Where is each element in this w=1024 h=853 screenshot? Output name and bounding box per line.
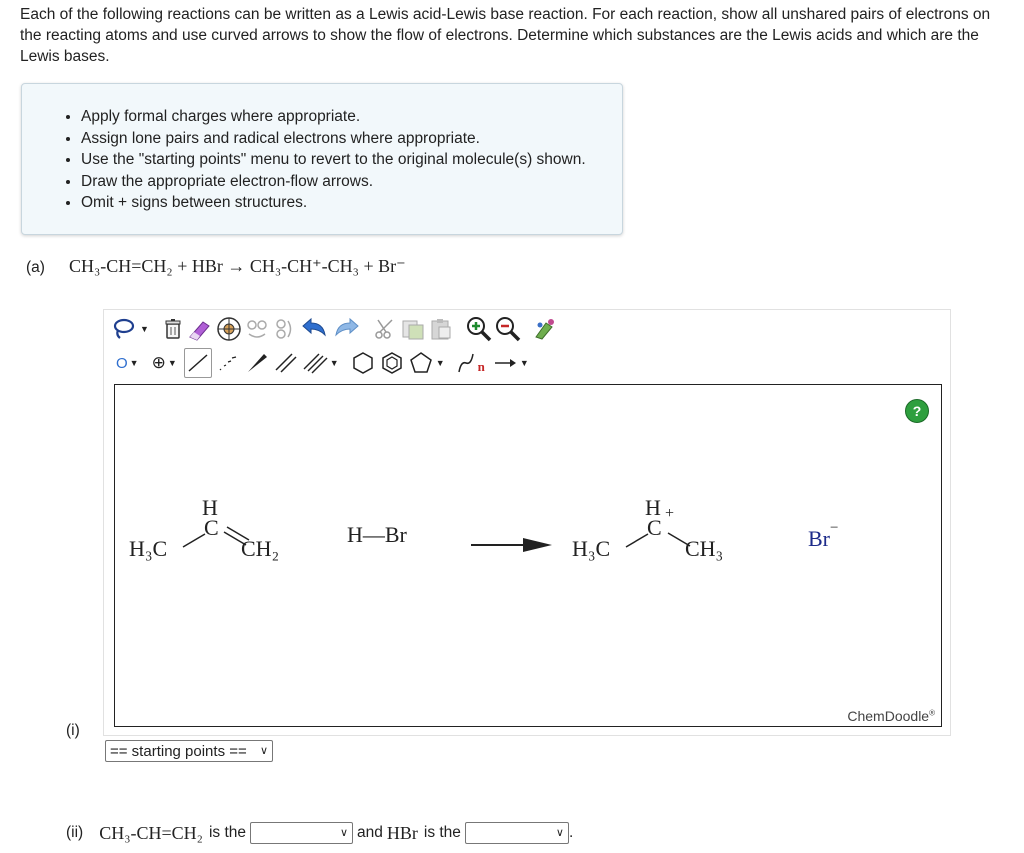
help-button[interactable]: ?	[905, 399, 929, 423]
instruction-item: • Omit + signs between structures.	[81, 192, 622, 214]
chevron-down-icon: ▼	[167, 358, 177, 368]
chevron-down-icon: ▼	[435, 358, 445, 368]
wedge-bond-icon	[244, 351, 270, 375]
toolbar-row-2	[112, 348, 532, 378]
lasso-icon	[112, 317, 138, 341]
eq-arrow: →	[227, 256, 246, 276]
registered-mark: ®	[929, 708, 935, 718]
redo-button[interactable]	[332, 315, 360, 343]
zoom-out-icon	[495, 316, 521, 342]
compound1-role-select[interactable]	[250, 822, 353, 844]
chevron-down-icon: ▼	[329, 358, 339, 368]
double-bond-tool[interactable]	[273, 349, 299, 377]
paste-button[interactable]	[429, 315, 453, 343]
hashed-bond-tool[interactable]	[215, 349, 241, 377]
part-a-label: (a)	[26, 259, 45, 276]
instruction-item: • Draw the appropriate electron-flow arrows.	[81, 171, 622, 193]
eq-product1: CH₃-CH⁺-CH₃	[249, 256, 359, 276]
arrow-tool[interactable]	[492, 349, 529, 377]
cyclohexane-icon	[350, 350, 376, 376]
paste-icon	[429, 317, 453, 341]
propene-ch2: CH₂	[241, 536, 280, 561]
chemdoodle-editor	[103, 309, 951, 736]
reaction-equation	[69, 256, 406, 277]
chain-tool[interactable]	[456, 349, 485, 377]
zoom-in-icon	[466, 316, 492, 342]
bond-cation-left	[626, 534, 648, 547]
part-ii-and: and	[357, 824, 383, 841]
eq-plus: +	[177, 256, 188, 276]
scissors-icon	[373, 317, 397, 341]
redo-icon	[332, 317, 360, 341]
clean-button[interactable]	[532, 315, 558, 343]
clean-icon	[532, 317, 558, 341]
flip-vertical-button[interactable]	[272, 315, 294, 343]
undo-icon	[301, 317, 329, 341]
flip-vertical-icon	[272, 317, 294, 341]
single-bond-tool[interactable]	[184, 348, 212, 378]
instructions-list	[22, 84, 622, 214]
eq-reactant2: HBr	[191, 256, 223, 276]
part-ii-compound1: CH₃-CH=CH₂	[99, 822, 203, 843]
benzene-tool[interactable]	[379, 349, 405, 377]
eq-plus: +	[363, 256, 374, 276]
bromide-ion	[808, 520, 839, 552]
wedge-bond-tool[interactable]	[244, 349, 270, 377]
chevron-down-icon: ∨	[259, 745, 268, 757]
instruction-item: • Assign lone pairs and radical electrons where appropriate.	[81, 128, 622, 150]
zoom-out-button[interactable]	[495, 315, 521, 343]
eq-reactant1: CH₃-CH=CH₂	[69, 256, 173, 276]
chevron-down-icon: ∨	[339, 827, 348, 839]
chevron-down-icon: ∨	[555, 827, 564, 839]
atom-label: O	[116, 354, 128, 372]
center-button[interactable]	[216, 315, 242, 343]
cation-h-top: H	[645, 495, 661, 520]
eraser-icon	[187, 317, 213, 341]
instruction-item: • Apply formal charges where appropriate.	[81, 106, 622, 128]
reaction-arrow-head	[523, 538, 552, 552]
chemdoodle-brand	[847, 708, 935, 724]
part-ii-is-the-1: is the	[208, 824, 246, 841]
cyclopentane-icon	[408, 350, 434, 376]
cation-h3c: H₃C	[572, 536, 611, 561]
double-bond-icon	[273, 351, 299, 375]
drawing-canvas[interactable]	[114, 384, 942, 727]
triple-bond-icon	[302, 351, 328, 375]
compound2-role-select[interactable]	[465, 822, 569, 844]
bromide-symbol: Br	[808, 526, 830, 551]
eraser-button[interactable]	[187, 315, 213, 343]
hashed-bond-icon	[215, 351, 241, 375]
instruction-item: • Use the "starting points" menu to revert to the original molecule(s) shown.	[81, 149, 622, 171]
starting-points-value: == starting points ==	[110, 742, 247, 760]
copy-button[interactable]	[400, 315, 426, 343]
part-i-label: (i)	[66, 722, 80, 739]
copy-icon	[400, 317, 426, 341]
chevron-down-icon: ▼	[140, 324, 149, 334]
trash-icon	[162, 317, 184, 341]
part-ii-end: .	[568, 824, 574, 841]
part-ii-label: (ii)	[66, 824, 84, 841]
question-intro: Each of the following reactions can be written as a Lewis acid-Lewis base reaction. For each reaction, show all unshared pairs of electrons on the reacting atoms and use curved arrows to show the flow of electrons. Determine which substances are the Lewis acids and which are the Lewis bases.	[20, 6, 991, 65]
cation-c: C	[647, 515, 662, 540]
brand-text: ChemDoodle	[847, 708, 930, 724]
charge-tool[interactable]	[152, 349, 177, 377]
lasso-tool-button[interactable]	[112, 315, 149, 343]
chain-icon	[456, 351, 478, 375]
center-icon	[216, 316, 242, 342]
chain-n-label: n	[477, 359, 485, 374]
hbr-molecule: H—Br	[347, 522, 407, 547]
cyclopentane-tool[interactable]	[408, 349, 445, 377]
chevron-down-icon: ▼	[129, 358, 139, 368]
triple-bond-tool[interactable]	[302, 349, 339, 377]
flip-horizontal-button[interactable]	[245, 315, 269, 343]
flip-horizontal-icon	[245, 317, 269, 341]
cyclohexane-tool[interactable]	[350, 349, 376, 377]
cation-charge: +	[665, 505, 675, 522]
clear-button[interactable]	[162, 315, 184, 343]
instructions-box	[21, 83, 623, 235]
chevron-down-icon: ▼	[519, 358, 529, 368]
cut-button[interactable]	[373, 315, 397, 343]
part-ii-compound2: HBr	[386, 822, 418, 843]
eq-product2: Br⁻	[378, 256, 406, 276]
propene-c: C	[204, 515, 219, 540]
benzene-icon	[379, 350, 405, 376]
bond-lines	[115, 385, 941, 726]
part-ii-is-the-2: is the	[423, 824, 461, 841]
zoom-in-button[interactable]	[466, 315, 492, 343]
cation-ch3: CH₃	[685, 536, 724, 561]
starting-points-select[interactable]	[105, 740, 273, 762]
toolbar-row-1	[112, 314, 561, 344]
arrow-icon	[492, 351, 518, 375]
bond-propene-single	[183, 534, 205, 547]
charge-plus-icon: ⊕	[151, 353, 166, 372]
atom-label-tool[interactable]	[116, 349, 139, 377]
part-ii-question	[66, 822, 573, 844]
propene-h3c: H₃C	[129, 536, 168, 561]
propene-h-top: H	[202, 495, 218, 520]
single-bond-icon	[185, 351, 211, 375]
undo-button[interactable]	[301, 315, 329, 343]
bromide-charge: −	[830, 520, 839, 536]
